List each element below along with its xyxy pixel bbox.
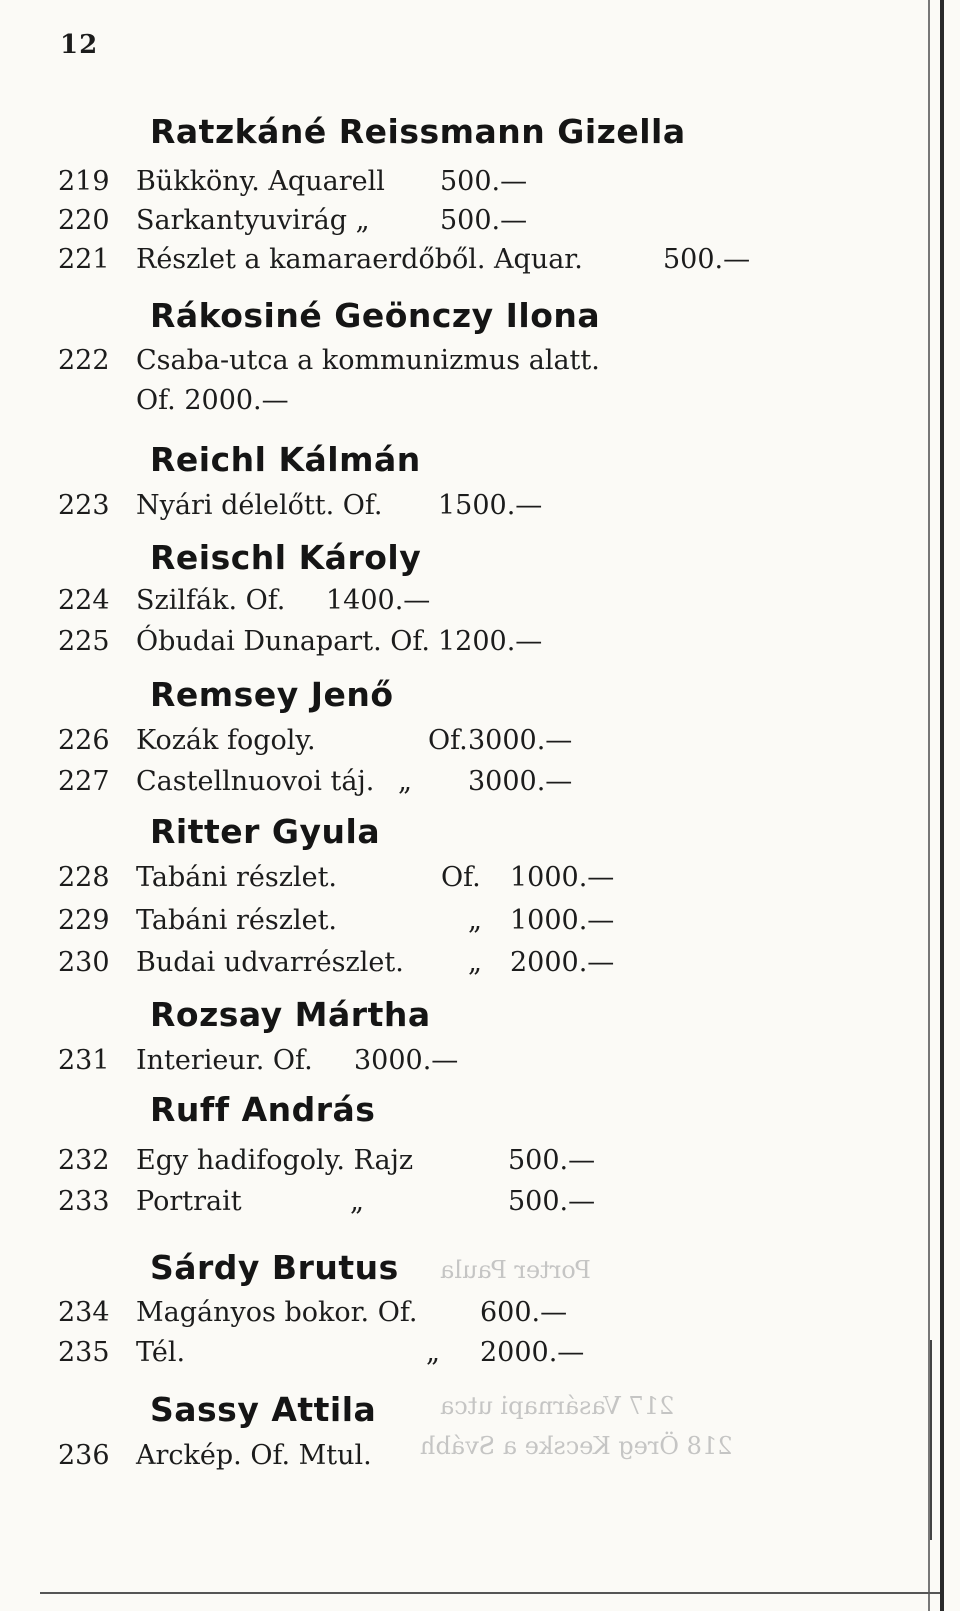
entry-label: „	[398, 766, 412, 797]
entry-price: 500.—	[508, 1186, 596, 1217]
entry-title: Bükköny. Aquarell	[136, 166, 385, 197]
entry-price: 1500.—	[438, 490, 543, 521]
entry-price: 600.—	[480, 1297, 568, 1328]
artist-heading: Ruff András	[150, 1090, 376, 1129]
entry-title: Budai udvarrészlet.	[136, 947, 404, 978]
entry-price: 1400.—	[326, 585, 431, 616]
entry-number: 220	[58, 205, 110, 236]
entry-number: 229	[58, 905, 110, 936]
page-number: 12	[60, 30, 99, 60]
artist-heading: Remsey Jenő	[150, 675, 394, 714]
entry-number: 227	[58, 766, 110, 797]
entry-number: 221	[58, 244, 110, 275]
entry-price: 500.—	[440, 205, 528, 236]
entry-title: Magányos bokor. Of.	[136, 1297, 418, 1328]
entry-label: Of.	[428, 725, 468, 756]
entry-title: Portrait	[136, 1186, 242, 1217]
catalog-entry	[58, 725, 573, 756]
entry-title: Tél.	[136, 1337, 186, 1368]
catalog-entry	[58, 1145, 596, 1176]
catalog-entry	[58, 166, 528, 197]
entry-price: 500.—	[440, 166, 528, 197]
entry-price: 1200.—	[438, 626, 543, 657]
entry-title: Castellnuovoi táj.	[136, 766, 375, 797]
entry-number: 226	[58, 725, 110, 756]
entry-number: 222	[58, 345, 110, 376]
entry-number: 225	[58, 626, 110, 657]
entry-title: Nyári délelőtt. Of.	[136, 490, 383, 521]
entry-price: 1000.—	[510, 905, 615, 936]
entry-title: Tabáni részlet.	[136, 905, 338, 936]
catalog-entry	[58, 905, 615, 936]
bottom-rule	[40, 1592, 940, 1594]
catalog-entry	[58, 1297, 568, 1328]
margin-rule	[930, 1340, 932, 1540]
artist-heading: Sárdy Brutus	[150, 1248, 399, 1287]
entry-title: Részlet a kamaraerdőből. Aquar.	[136, 244, 583, 275]
artist-heading: Ritter Gyula	[150, 812, 381, 851]
artist-heading: Ratzkáné Reissmann Gizella	[150, 112, 686, 151]
artist-heading: Reichl Kálmán	[150, 440, 421, 479]
entry-number: 223	[58, 490, 110, 521]
entry-title: Egy hadifogoly. Rajz	[136, 1145, 414, 1176]
catalog-entry	[58, 1045, 459, 1076]
artist-heading: Sassy Attila	[150, 1390, 377, 1429]
artist-heading: Rákosiné Geönczy Ilona	[150, 296, 601, 335]
entry-number: 234	[58, 1297, 110, 1328]
entry-title: Csaba-utca a kommunizmus alatt.	[136, 345, 600, 376]
entry-number: 230	[58, 947, 110, 978]
catalog-entry	[58, 862, 615, 893]
entry-title: Szilfák. Of.	[136, 585, 286, 616]
bleed-through-text: 218 Öreg Kecske a Svábh	[420, 1432, 733, 1460]
catalog-entry	[58, 626, 543, 657]
entry-number: 235	[58, 1337, 110, 1368]
catalog-entry	[58, 244, 751, 275]
catalog-entry	[58, 490, 543, 521]
catalog-entry	[58, 585, 431, 616]
entry-price: 500.—	[508, 1145, 596, 1176]
entry-price: 2000.—	[510, 947, 615, 978]
entry-title: Interieur. Of.	[136, 1045, 313, 1076]
entry-number: 219	[58, 166, 110, 197]
entry-label: „	[350, 1186, 364, 1217]
bleed-through-text: 217 Vasárnapi utca	[440, 1392, 675, 1420]
entry-price: 2000.—	[480, 1337, 585, 1368]
entry-title: Sarkantyuvirág „	[136, 205, 370, 236]
entry-title: Tabáni részlet.	[136, 862, 338, 893]
entry-price: 500.—	[663, 244, 751, 275]
catalog-entry	[58, 766, 573, 797]
entry-number: 228	[58, 862, 110, 893]
entry-number: 233	[58, 1186, 110, 1217]
entry-number: 232	[58, 1145, 110, 1176]
entry-number: 231	[58, 1045, 110, 1076]
entry-label: „	[468, 905, 482, 936]
entry-price: 1000.—	[510, 862, 615, 893]
catalog-entry	[58, 1186, 596, 1217]
artist-heading: Reischl Károly	[150, 538, 422, 577]
entry-title: Arckép. Of. Mtul.	[136, 1440, 372, 1471]
entry-number: 224	[58, 585, 110, 616]
page-edge	[940, 0, 944, 1611]
catalog-entry	[58, 947, 615, 978]
entry-title: Óbudai Dunapart. Of.	[136, 626, 430, 657]
entry-price: 3000.—	[354, 1045, 459, 1076]
entry-label: „	[468, 947, 482, 978]
entry-price: 3000.—	[468, 766, 573, 797]
entry-price: 3000.—	[468, 725, 573, 756]
catalog-entry	[58, 205, 528, 236]
entry-continuation: Of. 2000.—	[136, 385, 289, 416]
catalog-entry	[58, 1337, 585, 1368]
entry-number: 236	[58, 1440, 110, 1471]
bleed-through-text: Porter Paula	[440, 1256, 591, 1284]
entry-label: Of.	[441, 862, 481, 893]
catalog-entry	[58, 345, 600, 376]
entry-title: Kozák fogoly.	[136, 725, 316, 756]
entry-label: „	[426, 1337, 440, 1368]
artist-heading: Rozsay Mártha	[150, 995, 431, 1034]
catalog-entry	[58, 1440, 372, 1471]
